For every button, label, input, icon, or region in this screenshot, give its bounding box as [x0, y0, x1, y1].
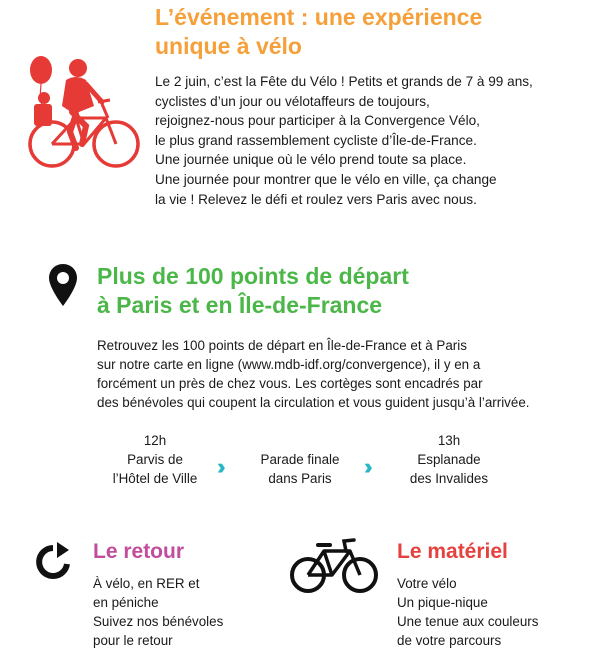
- chevron-right-icon: ››: [364, 454, 367, 479]
- retour-details: À vélo, en RER et en péniche Suivez nos bénévoles pour le retour: [93, 576, 224, 648]
- cyclist-illustration-icon: [14, 44, 144, 168]
- timeline-step-start: 12h Parvis de l’Hôtel de Ville: [112, 433, 198, 486]
- timeline-step-parade: Parade finale dans Paris: [260, 452, 340, 486]
- timeline-step-end: 13h Esplanade des Invalides: [409, 433, 489, 486]
- bicycle-icon: [288, 537, 380, 595]
- section2-title: Plus de 100 points de départ à Paris et en Île-de-France: [97, 263, 409, 318]
- materiel-details: Votre vélo Un pique-nique Une tenue aux couleurs de votre parcours: [397, 576, 539, 648]
- retour-title: Le retour: [93, 540, 185, 563]
- section2-paragraph: Retrouvez les 100 points de départ en Île-de-France et à Paris sur notre carte en ligne (www.mdb-idf.org/convergence), il y en a forcément un près de chez vous. Les cortèges sont encadrés par des bénévoles qui coupent la circulation et vous guident jusqu’à l’arrivée.: [97, 338, 530, 410]
- materiel-title: Le matériel: [397, 540, 508, 563]
- return-arrow-icon: [33, 542, 73, 580]
- map-pin-icon: [49, 264, 77, 306]
- chevron-right-icon: ››: [217, 454, 220, 479]
- section1-paragraph: Le 2 juin, c’est la Fête du Vélo ! Petits et grands de 7 à 99 ans, cyclistes d’un jour ou vélotaffeurs de toujours, rejoignez-nous pour participer à la Convergence Vélo, le plus grand rassemblement cycliste d’Île-de-France. Une journée unique où le vélo prend toute sa place. Une journée pour montrer que le vélo en ville, ça change la vie ! Relevez le défi et roulez vers Paris avec nous.: [155, 74, 533, 207]
- section1-title: L’événement : une expérience unique à vélo: [155, 4, 483, 59]
